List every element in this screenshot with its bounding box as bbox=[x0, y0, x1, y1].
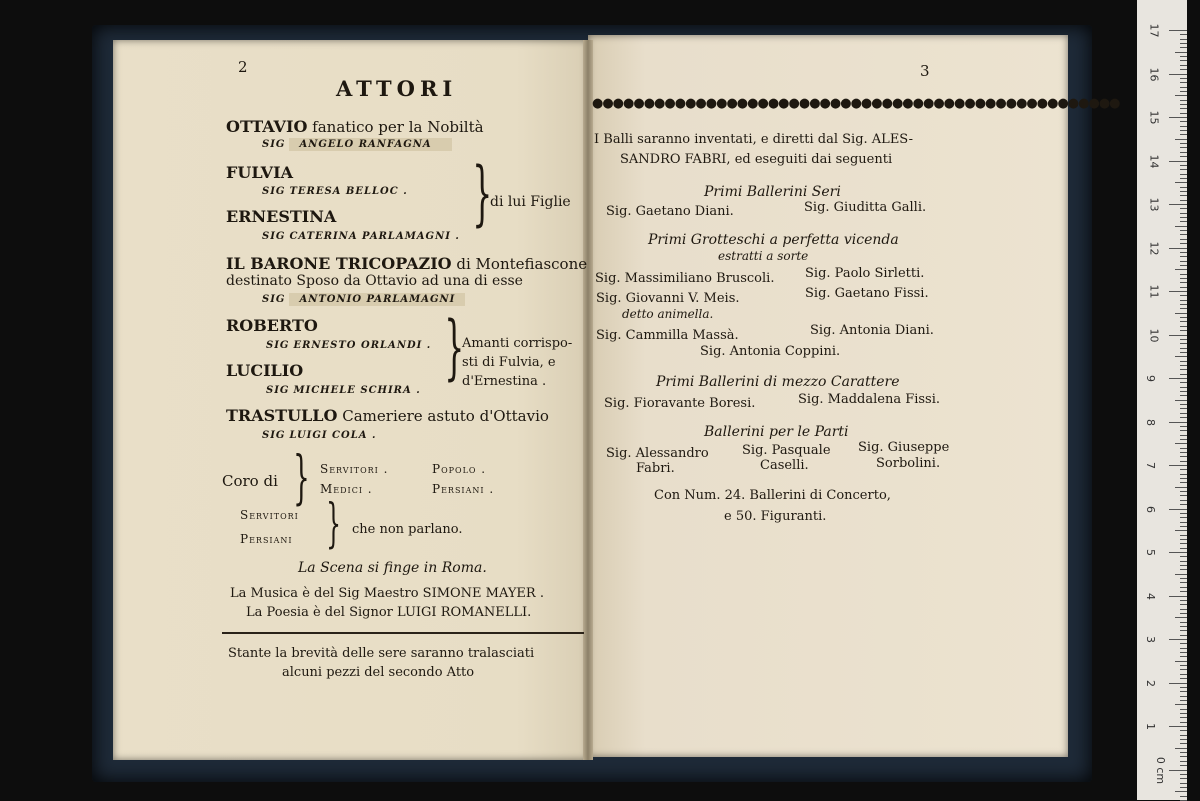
ruler-tick bbox=[1180, 713, 1187, 714]
ruler-tick bbox=[1180, 469, 1187, 470]
ruler-tick bbox=[1180, 91, 1187, 92]
ruler-tick bbox=[1175, 269, 1187, 270]
ruler-tick bbox=[1175, 139, 1187, 140]
role-ottavio bbox=[226, 117, 484, 136]
ruler-tick bbox=[1169, 639, 1187, 640]
role-roberto: ROBERTO bbox=[226, 316, 318, 335]
ruler-tick bbox=[1180, 491, 1187, 492]
book-gutter bbox=[583, 40, 593, 760]
ruler-tick bbox=[1180, 348, 1187, 349]
closing-1: Con Num. 24. Ballerini di Concerto, bbox=[654, 488, 891, 503]
ruler-tick bbox=[1180, 252, 1187, 253]
dancer: Sig. Gaetano Fissi. bbox=[805, 286, 929, 301]
ruler-tick bbox=[1180, 543, 1187, 544]
ruler-tick bbox=[1180, 104, 1187, 105]
ruler-tick bbox=[1169, 683, 1187, 684]
ruler-tick bbox=[1180, 613, 1187, 614]
ruler-tick bbox=[1180, 517, 1187, 518]
ruler-tick bbox=[1175, 313, 1187, 314]
ruler-tick bbox=[1180, 761, 1187, 762]
ruler-tick bbox=[1180, 65, 1187, 66]
ruler-tick bbox=[1180, 156, 1187, 157]
dancer: Sorbolini. bbox=[876, 456, 941, 471]
dancer: Sig. Fioravante Boresi. bbox=[604, 396, 756, 411]
ruler-tick bbox=[1175, 487, 1187, 488]
ruler-tick bbox=[1180, 474, 1187, 475]
ruler-tick bbox=[1180, 730, 1187, 731]
ruler-tick bbox=[1180, 522, 1187, 523]
ruler-tick bbox=[1180, 413, 1187, 414]
ruler-tick bbox=[1169, 117, 1187, 118]
ruler-tick bbox=[1180, 717, 1187, 718]
ruler-tick bbox=[1180, 439, 1187, 440]
ruler-tick bbox=[1180, 426, 1187, 427]
ruler-tick bbox=[1169, 509, 1187, 510]
ruler-tick bbox=[1180, 504, 1187, 505]
ruler-tick bbox=[1175, 356, 1187, 357]
ruler-tick bbox=[1180, 687, 1187, 688]
ruler-tick bbox=[1180, 600, 1187, 601]
ruler-tick bbox=[1175, 574, 1187, 575]
ruler-tick bbox=[1180, 482, 1187, 483]
ruler-tick bbox=[1180, 187, 1187, 188]
ruler-label: 15 bbox=[1147, 110, 1161, 125]
ruler-tick bbox=[1180, 565, 1187, 566]
role-trastullo: TRASTULLO Cameriere astuto d'Ottavio bbox=[226, 406, 549, 425]
role-name: OTTAVIO bbox=[226, 117, 308, 136]
ruler-tick bbox=[1180, 674, 1187, 675]
ruler-tick bbox=[1180, 609, 1187, 610]
ruler-tick bbox=[1180, 456, 1187, 457]
ruler-label: 6 bbox=[1144, 505, 1157, 513]
ruler-label: 7 bbox=[1144, 462, 1157, 469]
ruler-tick bbox=[1180, 343, 1187, 344]
ruler-tick bbox=[1180, 495, 1187, 496]
page-number-right: 3 bbox=[920, 62, 930, 80]
ruler-tick bbox=[1180, 626, 1187, 627]
coro-item: Persiani . bbox=[432, 482, 495, 496]
ruler-tick bbox=[1180, 295, 1187, 296]
divider bbox=[222, 632, 584, 634]
ruler-tick bbox=[1180, 556, 1187, 557]
ruler-tick bbox=[1180, 382, 1187, 383]
ruler-tick bbox=[1180, 678, 1187, 679]
ruler-tick bbox=[1180, 326, 1187, 327]
coro-item: Medici . bbox=[320, 482, 373, 496]
dancer: Sig. Maddalena Fissi. bbox=[798, 392, 941, 407]
ruler-tick bbox=[1180, 165, 1187, 166]
ruler-tick bbox=[1169, 465, 1187, 466]
ruler-label: 10 bbox=[1147, 328, 1161, 342]
ruler-tick bbox=[1180, 369, 1187, 370]
ruler-tick bbox=[1169, 422, 1187, 423]
ruler-label: 0 cm bbox=[1154, 756, 1168, 784]
singer-line: SIG TERESA BELLOC . bbox=[262, 186, 408, 197]
brace: } bbox=[444, 306, 465, 388]
ruler-tick bbox=[1169, 552, 1187, 553]
ruler-tick bbox=[1180, 587, 1187, 588]
page-heading: ATTORI bbox=[336, 76, 458, 101]
ruler-tick bbox=[1169, 291, 1187, 292]
dancer: Sig. Antonia Coppini. bbox=[700, 344, 841, 359]
ruler-tick bbox=[1180, 635, 1187, 636]
ruler-tick bbox=[1180, 39, 1187, 40]
ruler-tick bbox=[1180, 152, 1187, 153]
ruler-tick bbox=[1180, 339, 1187, 340]
dancer-note: detto animella. bbox=[622, 307, 714, 321]
section-title: Primi Ballerini di mezzo Carattere bbox=[656, 374, 900, 390]
ruler-tick bbox=[1175, 400, 1187, 401]
ruler-tick bbox=[1180, 82, 1187, 83]
non-parlano-item: Persiani bbox=[240, 532, 293, 546]
section-title: Primi Grotteschi a perfetta vicenda bbox=[648, 232, 899, 248]
ruler-tick bbox=[1180, 774, 1187, 775]
closing-2: e 50. Figuranti. bbox=[724, 509, 827, 524]
ruler-tick bbox=[1180, 69, 1187, 70]
ruler-label: 12 bbox=[1147, 241, 1161, 255]
brace: } bbox=[472, 152, 493, 234]
section-subtitle: estratti a sorte bbox=[718, 249, 809, 263]
ruler-tick bbox=[1180, 121, 1187, 122]
ruler-tick bbox=[1180, 213, 1187, 214]
ruler-tick bbox=[1175, 182, 1187, 183]
ruler-tick bbox=[1180, 709, 1187, 710]
brace: } bbox=[293, 443, 310, 511]
ruler-tick bbox=[1169, 204, 1187, 205]
dancer: Sig. Antonia Diani. bbox=[810, 323, 934, 338]
footnote-2: alcuni pezzi del secondo Atto bbox=[282, 665, 475, 680]
dancer: Fabri. bbox=[636, 461, 675, 476]
dancer: Sig. Alessandro bbox=[606, 446, 709, 461]
ruler-tick bbox=[1180, 60, 1187, 61]
ruler-tick bbox=[1180, 230, 1187, 231]
ruler-tick bbox=[1180, 113, 1187, 114]
ruler-tick bbox=[1180, 778, 1187, 779]
ruler-tick bbox=[1180, 417, 1187, 418]
intro-2: SANDRO FABRI, ed eseguiti dai seguenti bbox=[620, 152, 893, 167]
ornament-dots: ●●●●●●●●●●●●●●●●●●●●●●●●●●●●●●●●●●●●●●●●●●●●●●●●●●● bbox=[592, 96, 1120, 111]
ruler-tick bbox=[1180, 452, 1187, 453]
ruler-tick bbox=[1180, 274, 1187, 275]
ruler-label: 11 bbox=[1147, 284, 1161, 299]
ruler-tick bbox=[1169, 770, 1187, 771]
ruler-tick bbox=[1180, 234, 1187, 235]
ruler-tick bbox=[1175, 95, 1187, 96]
ruler-tick bbox=[1180, 178, 1187, 179]
ruler-tick bbox=[1180, 404, 1187, 405]
ruler-tick bbox=[1180, 669, 1187, 670]
ruler-tick bbox=[1175, 704, 1187, 705]
ruler-tick bbox=[1180, 261, 1187, 262]
singer-line: SIG ANGELO RANFAGNA bbox=[258, 139, 452, 150]
amanti-note-3: d'Ernestina . bbox=[462, 374, 547, 389]
ruler-tick bbox=[1180, 691, 1187, 692]
ruler-tick bbox=[1180, 100, 1187, 101]
singer-line: SIG ANTONIO PARLAMAGNI bbox=[258, 294, 465, 305]
ruler-tick bbox=[1169, 378, 1187, 379]
ruler-tick bbox=[1180, 195, 1187, 196]
ruler-tick bbox=[1180, 652, 1187, 653]
ruler-label: 16 bbox=[1147, 67, 1161, 81]
ruler-tick bbox=[1180, 147, 1187, 148]
ruler-tick bbox=[1180, 352, 1187, 353]
ruler-tick bbox=[1180, 221, 1187, 222]
figlie-note: di lui Figlie bbox=[490, 194, 571, 210]
amanti-note-2: sti di Fulvia, e bbox=[462, 355, 556, 370]
ruler-tick bbox=[1180, 722, 1187, 723]
non-parlano-item: Servitori bbox=[240, 508, 299, 522]
ruler-tick bbox=[1180, 700, 1187, 701]
ruler-tick bbox=[1175, 791, 1187, 792]
singer-line: SIG MICHELE SCHIRA . bbox=[266, 385, 421, 396]
ruler-tick bbox=[1180, 208, 1187, 209]
ruler-label: 2 bbox=[1144, 679, 1157, 687]
ruler-tick bbox=[1180, 374, 1187, 375]
ruler-tick bbox=[1180, 47, 1187, 48]
brace: } bbox=[326, 494, 341, 554]
ruler-tick bbox=[1180, 430, 1187, 431]
ruler-tick bbox=[1180, 743, 1187, 744]
ruler-tick bbox=[1180, 200, 1187, 201]
section-title: Ballerini per le Parti bbox=[704, 424, 849, 440]
dancer: Sig. Giuditta Galli. bbox=[804, 200, 927, 215]
ruler-tick bbox=[1180, 513, 1187, 514]
ruler-tick bbox=[1180, 665, 1187, 666]
section-title: Primi Ballerini Seri bbox=[704, 184, 841, 200]
role-ernestina: ERNESTINA bbox=[226, 207, 337, 226]
musica-line: La Musica è del Sig Maestro SIMONE MAYER . bbox=[230, 586, 544, 601]
ruler-label: 14 bbox=[1147, 154, 1161, 168]
dancer: Sig. Giuseppe bbox=[858, 440, 950, 455]
ruler-label: 5 bbox=[1144, 549, 1157, 556]
ruler-label: 8 bbox=[1144, 418, 1157, 426]
ruler-tick bbox=[1180, 765, 1187, 766]
non-parlano-note: che non parlano. bbox=[352, 522, 463, 537]
singer-line: SIG ERNESTO ORLANDI . bbox=[266, 340, 432, 351]
ruler-tick bbox=[1169, 596, 1187, 597]
ruler-tick bbox=[1180, 387, 1187, 388]
ruler-tick bbox=[1175, 530, 1187, 531]
ruler-tick bbox=[1180, 278, 1187, 279]
ruler-tick bbox=[1180, 569, 1187, 570]
ruler-label: 1 bbox=[1144, 723, 1157, 730]
ruler-tick bbox=[1175, 52, 1187, 53]
ruler-tick bbox=[1180, 239, 1187, 240]
ruler-tick bbox=[1180, 134, 1187, 135]
ruler-tick bbox=[1180, 622, 1187, 623]
ruler-tick bbox=[1180, 561, 1187, 562]
ruler-tick bbox=[1180, 108, 1187, 109]
coro-item: Servitori . bbox=[320, 462, 389, 476]
ruler-tick bbox=[1180, 174, 1187, 175]
ruler-tick bbox=[1180, 656, 1187, 657]
ruler-tick bbox=[1180, 526, 1187, 527]
dancer: Caselli. bbox=[760, 458, 809, 473]
ruler-tick bbox=[1180, 143, 1187, 144]
ruler-tick bbox=[1180, 304, 1187, 305]
ruler-label: 3 bbox=[1144, 636, 1157, 643]
dancer: Sig. Paolo Sirletti. bbox=[805, 266, 925, 281]
ruler-tick bbox=[1180, 604, 1187, 605]
ruler-tick bbox=[1169, 30, 1187, 31]
ruler-tick bbox=[1180, 648, 1187, 649]
ruler-tick bbox=[1175, 617, 1187, 618]
coro-item: Popolo . bbox=[432, 462, 487, 476]
ruler-label: 9 bbox=[1144, 375, 1157, 382]
ruler-tick bbox=[1180, 735, 1187, 736]
ruler-tick bbox=[1180, 256, 1187, 257]
ruler-tick bbox=[1180, 265, 1187, 266]
ruler-tick bbox=[1169, 74, 1187, 75]
ruler-tick bbox=[1180, 361, 1187, 362]
measuring-ruler bbox=[1137, 0, 1187, 800]
ruler-tick bbox=[1180, 365, 1187, 366]
ruler-tick bbox=[1180, 500, 1187, 501]
ruler-tick bbox=[1175, 748, 1187, 749]
ruler-tick bbox=[1180, 321, 1187, 322]
ruler-tick bbox=[1180, 787, 1187, 788]
ruler-tick bbox=[1180, 130, 1187, 131]
ruler-tick bbox=[1175, 226, 1187, 227]
ruler-tick bbox=[1180, 126, 1187, 127]
ruler-tick bbox=[1180, 330, 1187, 331]
ruler-tick bbox=[1180, 300, 1187, 301]
ruler-label: 4 bbox=[1144, 592, 1157, 600]
ruler-tick bbox=[1180, 461, 1187, 462]
ruler-tick bbox=[1169, 161, 1187, 162]
singer-line: SIG CATERINA PARLAMAGNI . bbox=[262, 231, 460, 242]
ruler-tick bbox=[1180, 796, 1187, 797]
ruler-tick bbox=[1180, 169, 1187, 170]
ruler-tick bbox=[1180, 308, 1187, 309]
ruler-tick bbox=[1180, 591, 1187, 592]
ruler-tick bbox=[1180, 478, 1187, 479]
ruler-tick bbox=[1180, 548, 1187, 549]
ruler-tick bbox=[1180, 752, 1187, 753]
ruler-tick bbox=[1180, 317, 1187, 318]
dancer: Sig. Massimiliano Bruscoli. bbox=[595, 271, 775, 286]
ruler-tick bbox=[1180, 739, 1187, 740]
ruler-tick bbox=[1175, 443, 1187, 444]
ruler-tick bbox=[1180, 217, 1187, 218]
footnote-1: Stante la brevità delle sere saranno tralasciati bbox=[228, 646, 535, 661]
ruler-tick bbox=[1169, 726, 1187, 727]
ruler-tick bbox=[1180, 395, 1187, 396]
ruler-tick bbox=[1175, 661, 1187, 662]
ruler-label: 13 bbox=[1147, 197, 1161, 212]
ruler-tick bbox=[1180, 643, 1187, 644]
scena-line: La Scena si finge in Roma. bbox=[298, 560, 487, 576]
dancer: Sig. Gaetano Diani. bbox=[606, 204, 734, 219]
intro-1: I Balli saranno inventati, e diretti dal Sig. ALES- bbox=[594, 132, 914, 147]
ruler-tick bbox=[1180, 243, 1187, 244]
ruler-tick bbox=[1180, 391, 1187, 392]
ruler-tick bbox=[1180, 630, 1187, 631]
ruler-tick bbox=[1180, 87, 1187, 88]
ruler-tick bbox=[1180, 539, 1187, 540]
page-number-left: 2 bbox=[238, 58, 248, 76]
ruler-tick bbox=[1180, 448, 1187, 449]
dancer: Sig. Pasquale bbox=[742, 443, 831, 458]
role-lucilio: LUCILIO bbox=[226, 361, 304, 380]
ruler-tick bbox=[1180, 43, 1187, 44]
ruler-tick bbox=[1180, 582, 1187, 583]
ruler-tick bbox=[1180, 56, 1187, 57]
amanti-note-1: Amanti corrispo- bbox=[462, 336, 573, 351]
dancer: Sig. Cammilla Massà. bbox=[596, 328, 739, 343]
coro-label: Coro di bbox=[222, 472, 278, 490]
ruler-tick bbox=[1169, 335, 1187, 336]
ruler-tick bbox=[1180, 696, 1187, 697]
role-desc: fanatico per la Nobiltà bbox=[312, 118, 484, 136]
poesia-line: La Poesia è del Signor LUIGI ROMANELLI. bbox=[246, 605, 532, 620]
ruler-label: 17 bbox=[1147, 23, 1161, 38]
barone-desc-line2: destinato Sposo da Ottavio ad una di esse bbox=[226, 273, 523, 289]
ruler-tick bbox=[1180, 756, 1187, 757]
ruler-tick bbox=[1180, 408, 1187, 409]
ruler-tick bbox=[1180, 783, 1187, 784]
ruler-tick bbox=[1169, 248, 1187, 249]
ruler-tick bbox=[1180, 287, 1187, 288]
ruler-tick bbox=[1180, 578, 1187, 579]
ruler-tick bbox=[1180, 78, 1187, 79]
ruler-tick bbox=[1180, 535, 1187, 536]
role-fulvia: FULVIA bbox=[226, 163, 293, 182]
ruler-tick bbox=[1180, 435, 1187, 436]
ruler-tick bbox=[1180, 282, 1187, 283]
role-barone: IL BARONE TRICOPAZIO di Montefiascone bbox=[226, 254, 588, 273]
ruler-tick bbox=[1180, 191, 1187, 192]
dancer: Sig. Giovanni V. Meis. bbox=[596, 291, 740, 306]
ruler-tick bbox=[1180, 34, 1187, 35]
singer-line: SIG LUIGI COLA . bbox=[262, 430, 377, 441]
